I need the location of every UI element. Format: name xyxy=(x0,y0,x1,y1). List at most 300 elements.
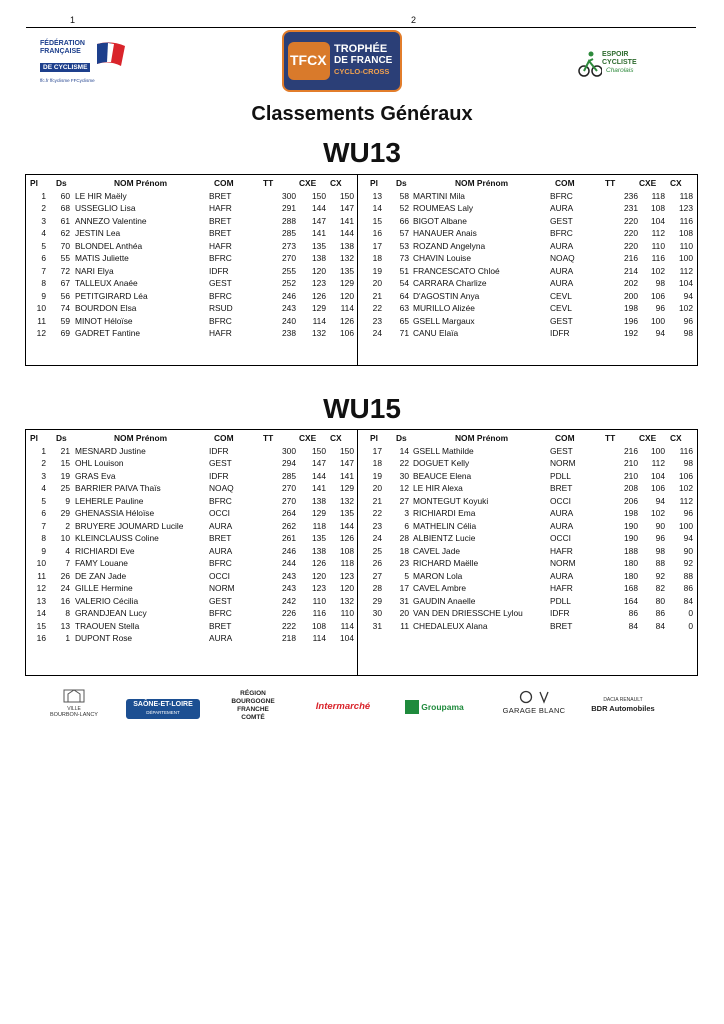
table-cell: 100 xyxy=(679,520,693,531)
table-row xyxy=(358,582,697,595)
table-cell: 22 xyxy=(372,508,382,518)
table-cell: IDFR xyxy=(209,445,229,456)
saone-line2: DÉPARTEMENT xyxy=(146,710,180,715)
table-cell: 15 xyxy=(36,620,46,631)
table-row xyxy=(26,507,357,520)
table-cell: 4 xyxy=(65,545,70,556)
table-cell: BRET xyxy=(209,620,232,631)
table-cell: 198 xyxy=(624,508,638,518)
table-cell: BOURDON Elsa xyxy=(75,303,137,313)
table-cell: 90 xyxy=(683,545,693,556)
table-cell: 147 xyxy=(312,215,326,226)
table-cell: 126 xyxy=(340,533,354,543)
table-cell: 141 xyxy=(312,483,326,493)
ffc-logo xyxy=(40,40,132,90)
table-cell: PDLL xyxy=(550,470,571,481)
column-header: Ds xyxy=(396,178,407,188)
column-header: CX xyxy=(670,178,682,188)
table-cell: 118 xyxy=(679,190,693,201)
table-cell: 63 xyxy=(399,303,409,313)
region-line3: FRANCHE xyxy=(237,706,269,713)
table-row xyxy=(26,302,357,315)
table-row xyxy=(358,570,697,583)
table-cell: IDFR xyxy=(550,328,570,338)
table-cell: 15 xyxy=(372,215,382,226)
table-cell: BRET xyxy=(209,228,232,238)
table-cell: 246 xyxy=(282,545,296,556)
table-cell: VAN DEN DRIESSCHE Lylou xyxy=(413,608,523,618)
table-cell: 26 xyxy=(372,558,382,568)
table-cell: 56 xyxy=(60,290,70,301)
table-row xyxy=(26,545,357,558)
table-cell: 123 xyxy=(340,570,354,581)
top-rule xyxy=(26,27,696,28)
table-cell: 243 xyxy=(282,583,296,593)
table-cell: 192 xyxy=(624,328,638,338)
table-cell: 13 xyxy=(372,190,382,201)
table-cell: 202 xyxy=(624,278,638,288)
table-cell: 112 xyxy=(679,495,693,506)
table-cell: 104 xyxy=(651,470,665,481)
column-header: NOM Prénom xyxy=(114,178,168,188)
wu13-table xyxy=(25,174,698,366)
table-cell: CARRARA Charlize xyxy=(413,278,487,288)
table-cell: 110 xyxy=(340,608,354,618)
table-cell: 5 xyxy=(41,240,46,251)
table-cell: 102 xyxy=(679,483,693,493)
table-row xyxy=(26,190,357,203)
table-cell: 104 xyxy=(340,633,354,643)
wu15-heading: WU15 xyxy=(323,393,401,424)
table-cell: CEVL xyxy=(550,290,572,301)
table-cell: 288 xyxy=(282,215,296,226)
column-header: CX xyxy=(670,433,682,443)
table-cell: 55 xyxy=(60,253,70,263)
table-cell: 110 xyxy=(679,240,693,251)
table-cell: 129 xyxy=(340,483,354,493)
table-row xyxy=(358,315,697,328)
table-cell: 65 xyxy=(399,315,409,326)
table-cell: 12 xyxy=(36,328,46,338)
table-cell: 262 xyxy=(282,520,296,531)
table-row xyxy=(26,457,357,470)
table-cell: 30 xyxy=(372,608,382,618)
sponsor-intermarche: Intermarché xyxy=(315,701,371,712)
table-row xyxy=(358,470,697,483)
table-row xyxy=(358,240,697,253)
table-cell: 196 xyxy=(624,315,638,326)
table-row xyxy=(358,457,697,470)
table-row xyxy=(358,520,697,533)
table-cell: 24 xyxy=(372,533,382,543)
table-row xyxy=(26,620,357,633)
column-header: CXE xyxy=(639,433,657,443)
region-line1: RÉGION xyxy=(240,690,266,697)
table-cell: 216 xyxy=(624,253,638,263)
table-cell: 24 xyxy=(60,583,70,593)
table-header-row xyxy=(358,177,697,190)
page-title: Classements Généraux xyxy=(251,103,473,125)
table-cell: 243 xyxy=(282,570,296,581)
table-cell: OCCI xyxy=(209,508,230,518)
table-cell: 20 xyxy=(399,608,409,618)
table-row xyxy=(358,290,697,303)
table-cell: 7 xyxy=(65,558,70,568)
sponsor-bourbon-lancy xyxy=(44,688,104,730)
table-cell: 9 xyxy=(41,290,46,301)
table-cell: 118 xyxy=(340,558,354,568)
table-cell: 7 xyxy=(41,265,46,276)
table-cell: 150 xyxy=(340,190,354,201)
table-row xyxy=(358,265,697,278)
table-row xyxy=(358,190,697,203)
table-cell: NOAQ xyxy=(209,483,234,493)
column-header: TT xyxy=(263,178,274,188)
table-cell: 129 xyxy=(312,303,326,313)
table-cell: 242 xyxy=(282,595,296,606)
table-cell: 94 xyxy=(683,290,693,301)
table-cell: MARTINI Mila xyxy=(413,190,465,201)
table-cell: 19 xyxy=(372,265,382,276)
table-cell: 7 xyxy=(41,520,46,531)
table-cell: 69 xyxy=(60,328,70,338)
table-cell: 3 xyxy=(41,470,46,481)
table-cell: 220 xyxy=(624,228,638,238)
table-cell: 31 xyxy=(372,620,382,631)
table-cell: GRAS Eva xyxy=(75,470,116,481)
table-cell: 180 xyxy=(624,570,638,581)
club-line1: ESPOIR xyxy=(602,51,629,58)
table-cell: 96 xyxy=(655,303,665,313)
table-row xyxy=(358,227,697,240)
table-cell: 15 xyxy=(60,458,70,468)
table-cell: 210 xyxy=(624,470,638,481)
table-cell: DOGUET Kelly xyxy=(413,458,470,468)
table-cell: 112 xyxy=(651,458,665,468)
tfcx-mark: TFCX xyxy=(290,52,327,68)
table-cell: 147 xyxy=(340,203,354,213)
table-cell: 6 xyxy=(41,508,46,518)
table-cell: 92 xyxy=(655,570,665,581)
table-cell: NORM xyxy=(550,458,576,468)
table-row xyxy=(26,227,357,240)
table-cell: HAFR xyxy=(550,545,573,556)
table-cell: CAVEL Ambre xyxy=(413,583,467,593)
table-cell: AURA xyxy=(550,508,574,518)
column-header: COM xyxy=(214,178,234,188)
table-cell: 88 xyxy=(655,558,665,568)
table-cell: HAFR xyxy=(209,203,232,213)
table-cell: 132 xyxy=(312,328,326,338)
table-cell: 28 xyxy=(372,583,382,593)
table-cell: 29 xyxy=(372,595,382,606)
table-cell: HANAUER Anais xyxy=(413,228,477,238)
table-cell: 82 xyxy=(655,583,665,593)
table-cell: 238 xyxy=(282,328,296,338)
table-cell: 98 xyxy=(655,545,665,556)
table-cell: MATHELIN Célia xyxy=(413,520,477,531)
table-cell: 222 xyxy=(282,620,296,631)
table-cell: 264 xyxy=(282,508,296,518)
table-cell: TRAOUEN Stella xyxy=(75,620,140,631)
table-cell: OHL Louison xyxy=(75,458,124,468)
table-cell: 68 xyxy=(60,203,70,213)
table-cell: BEAUCE Elena xyxy=(413,470,472,481)
table-cell: 23 xyxy=(399,558,409,568)
table-row xyxy=(26,290,357,303)
town-crest-icon xyxy=(62,688,86,704)
table-cell: BRET xyxy=(209,190,232,201)
table-cell: 25 xyxy=(372,545,382,556)
table-cell: 19 xyxy=(372,470,382,481)
saone-line1: SAÔNE-ET-LOIRE xyxy=(133,701,193,708)
page-number-right: 2 xyxy=(411,15,417,25)
table-cell: AURA xyxy=(550,203,574,213)
table-cell: 190 xyxy=(624,533,638,543)
table-cell: 18 xyxy=(399,545,409,556)
wu13-left-column xyxy=(26,175,357,365)
table-cell: 118 xyxy=(312,520,326,531)
table-cell: 12 xyxy=(36,583,46,593)
table-cell: BFRC xyxy=(209,315,232,326)
table-cell: 106 xyxy=(340,328,354,338)
wu13-right-column xyxy=(358,175,697,365)
table-cell: 120 xyxy=(340,290,354,301)
table-cell: GILLE Hermine xyxy=(75,583,133,593)
column-header: CXE xyxy=(299,433,317,443)
column-header: NOM Prénom xyxy=(114,433,168,443)
table-row xyxy=(358,607,697,620)
table-cell: TALLEUX Anaée xyxy=(75,278,138,288)
table-cell: 2 xyxy=(65,520,70,531)
table-cell: 23 xyxy=(372,520,382,531)
table-cell: 141 xyxy=(340,215,354,226)
table-cell: 23 xyxy=(372,315,382,326)
table-cell: CEVL xyxy=(550,303,572,313)
ffc-flag-icon xyxy=(95,40,127,70)
table-cell: 108 xyxy=(340,545,354,556)
table-cell: 188 xyxy=(624,545,638,556)
table-cell: 61 xyxy=(60,215,70,226)
table-cell: BRET xyxy=(550,620,573,631)
table-cell: AURA xyxy=(550,278,574,288)
table-cell: 29 xyxy=(60,508,70,518)
table-cell: 100 xyxy=(651,445,665,456)
table-cell: 246 xyxy=(282,290,296,301)
table-cell: GSELL Margaux xyxy=(413,315,475,326)
table-row xyxy=(26,240,357,253)
table-cell: 144 xyxy=(340,520,354,531)
table-cell: LE HIR Maëly xyxy=(75,190,127,201)
table-cell: 13 xyxy=(36,595,46,606)
ffc-line1: FÉDÉRATION xyxy=(40,40,85,47)
table-cell: 92 xyxy=(683,558,693,568)
table-cell: 18 xyxy=(372,458,382,468)
region-line4: COMTÉ xyxy=(241,714,265,721)
table-cell: 198 xyxy=(624,303,638,313)
table-cell: PETITGIRARD Léa xyxy=(75,290,148,301)
table-cell: 51 xyxy=(399,265,409,276)
table-cell: 220 xyxy=(624,215,638,226)
table-cell: 10 xyxy=(36,303,46,313)
table-cell: KLEINCLAUSS Coline xyxy=(75,533,159,543)
table-cell: 19 xyxy=(60,470,70,481)
table-cell: 3 xyxy=(41,215,46,226)
table-cell: HAFR xyxy=(209,328,232,338)
table-cell: MINOT Héloïse xyxy=(75,315,133,326)
table-cell: 80 xyxy=(655,595,665,606)
wu15-left-column xyxy=(26,430,357,675)
table-row xyxy=(26,252,357,265)
table-cell: GHENASSIA Héloïse xyxy=(75,508,155,518)
table-cell: 132 xyxy=(340,495,354,506)
table-cell: 8 xyxy=(41,278,46,288)
table-cell: 94 xyxy=(683,533,693,543)
table-cell: NORM xyxy=(550,558,576,568)
table-cell: 24 xyxy=(372,328,382,338)
column-header: COM xyxy=(555,433,575,443)
table-row xyxy=(358,532,697,545)
table-cell: 141 xyxy=(312,228,326,238)
bourbon-top: VILLE xyxy=(67,706,81,712)
table-cell: 98 xyxy=(683,458,693,468)
table-cell: 53 xyxy=(399,240,409,251)
table-cell: 1 xyxy=(65,633,70,643)
table-cell: 273 xyxy=(282,240,296,251)
table-cell: GEST xyxy=(209,595,232,606)
tfcx-line2: DE FRANCE xyxy=(334,55,393,66)
table-cell: BFRC xyxy=(209,495,232,506)
table-cell: 180 xyxy=(624,558,638,568)
table-cell: 129 xyxy=(340,278,354,288)
table-cell: BARRIER PAIVA Thaïs xyxy=(75,483,161,493)
wu15-right-column xyxy=(358,430,697,675)
table-cell: 14 xyxy=(399,445,409,456)
table-cell: 11 xyxy=(37,315,46,326)
table-cell: 86 xyxy=(628,608,638,618)
table-cell: 30 xyxy=(399,470,409,481)
table-cell: 291 xyxy=(282,203,296,213)
table-cell: 84 xyxy=(655,620,665,631)
table-cell: 96 xyxy=(683,508,693,518)
column-header: CX xyxy=(330,433,342,443)
table-cell: LE HIR Alexa xyxy=(413,483,463,493)
table-cell: 106 xyxy=(679,470,693,481)
column-header: CX xyxy=(330,178,342,188)
table-row xyxy=(26,495,357,508)
groupama-square-icon xyxy=(405,700,419,714)
table-cell: 5 xyxy=(41,495,46,506)
table-cell: 21 xyxy=(372,495,382,506)
table-cell: 138 xyxy=(312,545,326,556)
table-cell: BRUYERE JOUMARD Lucile xyxy=(75,520,184,531)
table-cell: 67 xyxy=(60,278,70,288)
table-cell: 88 xyxy=(683,570,693,581)
table-cell: 59 xyxy=(60,315,70,326)
table-cell: GEST xyxy=(209,278,232,288)
table-cell: BFRC xyxy=(209,253,232,263)
sponsor-bdr-automobiles xyxy=(585,696,661,722)
table-cell: 112 xyxy=(679,265,693,276)
table-cell: AURA xyxy=(550,570,574,581)
table-cell: 64 xyxy=(399,290,409,301)
bdr-name: BDR Automobiles xyxy=(591,704,655,713)
table-header-row xyxy=(26,432,357,445)
table-row xyxy=(26,315,357,328)
table-cell: 112 xyxy=(651,228,665,238)
table-row xyxy=(26,595,357,608)
table-cell: 73 xyxy=(399,253,409,263)
table-cell: 150 xyxy=(312,190,326,201)
table-row xyxy=(358,507,697,520)
table-cell: NARI Elya xyxy=(75,265,114,276)
table-cell: 138 xyxy=(340,240,354,251)
table-cell: 116 xyxy=(679,215,693,226)
table-cell: 126 xyxy=(312,558,326,568)
table-cell: 100 xyxy=(679,253,693,263)
table-cell: RICHIARDI Ema xyxy=(413,508,476,518)
table-cell: 22 xyxy=(372,303,382,313)
table-cell: RICHIARDI Eve xyxy=(75,545,135,556)
table-cell: 0 xyxy=(688,620,693,631)
table-cell: AURA xyxy=(550,265,574,276)
table-header-row xyxy=(26,177,357,190)
table-cell: 1 xyxy=(41,190,46,201)
table-cell: 66 xyxy=(399,215,409,226)
table-cell: 8 xyxy=(65,608,70,618)
tfcx-line1: TROPHÉE xyxy=(334,43,388,55)
table-cell: 6 xyxy=(41,253,46,263)
table-cell: 84 xyxy=(628,620,638,631)
table-cell: 138 xyxy=(312,495,326,506)
tfcx-logo xyxy=(282,30,402,92)
table-cell: 120 xyxy=(340,583,354,593)
table-cell: 60 xyxy=(60,190,70,201)
table-cell: HAFR xyxy=(550,583,573,593)
table-cell: BRET xyxy=(209,533,232,543)
bdr-brands: DACIA RENAULT xyxy=(603,697,643,703)
table-cell: 116 xyxy=(679,445,693,456)
table-row xyxy=(26,532,357,545)
table-row xyxy=(358,302,697,315)
table-cell: 98 xyxy=(655,278,665,288)
column-header: Pl xyxy=(30,178,38,188)
table-cell: BLONDEL Anthéa xyxy=(75,240,143,251)
table-cell: 21 xyxy=(60,445,70,456)
table-cell: 104 xyxy=(651,215,665,226)
table-cell: 270 xyxy=(282,253,296,263)
table-row xyxy=(26,482,357,495)
table-cell: DUPONT Rose xyxy=(75,633,133,643)
table-row xyxy=(358,202,697,215)
table-cell: 147 xyxy=(312,458,326,468)
table-cell: 9 xyxy=(65,495,70,506)
table-cell: 231 xyxy=(624,203,638,213)
table-cell: MONTEGUT Koyuki xyxy=(413,495,489,506)
ffc-line3: DE CYCLISME xyxy=(40,63,90,72)
table-cell: MATIS Juliette xyxy=(75,253,129,263)
table-cell: 102 xyxy=(679,303,693,313)
groupama-name: Groupama xyxy=(421,702,464,712)
ffc-line2: FRANÇAISE xyxy=(40,48,81,55)
table-cell: 255 xyxy=(282,265,296,276)
table-cell: 10 xyxy=(36,558,46,568)
table-cell: 132 xyxy=(340,253,354,263)
table-cell: 126 xyxy=(312,290,326,301)
table-cell: 116 xyxy=(651,253,665,263)
table-cell: 123 xyxy=(312,583,326,593)
table-cell: 84 xyxy=(683,595,693,606)
